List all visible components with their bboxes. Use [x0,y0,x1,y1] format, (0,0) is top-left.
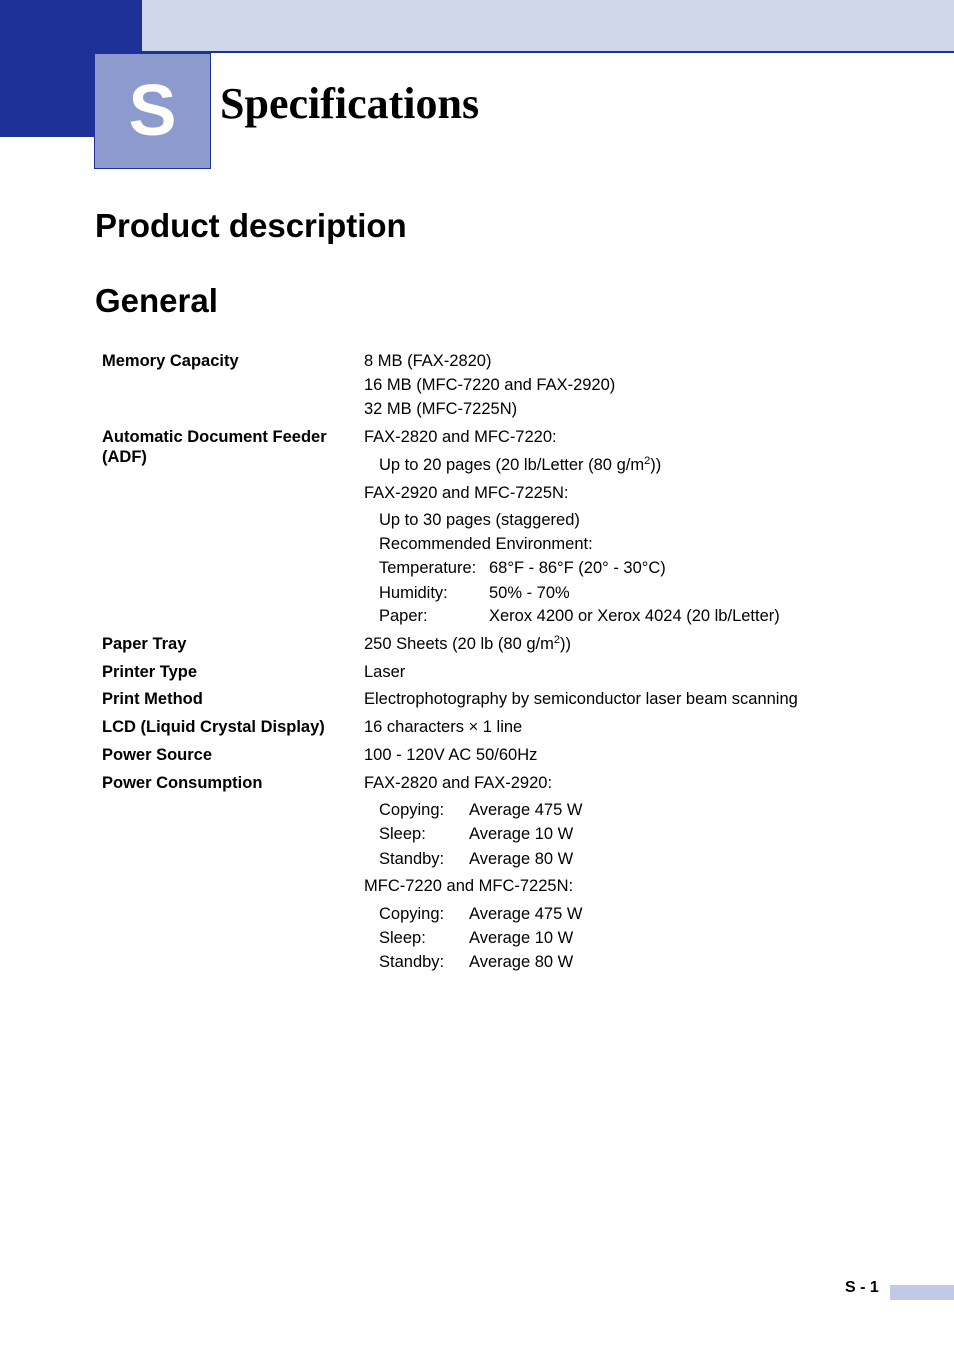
subsection-title: General [95,282,218,319]
power-value: Average 475 W [469,905,583,923]
spec-value: 8 MB (FAX-2820) [364,352,492,370]
spec-label: Printer Type [102,663,198,681]
superscript: 2 [553,634,560,646]
power-value: Average 80 W [469,953,574,971]
spec-value: Laser [364,663,406,681]
spec-value: FAX-2920 and MFC-7225N: [364,484,569,502]
spec-label-line: Automatic Document Feeder [102,428,327,446]
spec-label: Power Consumption [102,774,263,792]
spec-value [379,455,661,475]
spec-value: FAX-2820 and MFC-7220: [364,428,557,446]
env-key: Paper: [379,607,428,625]
chapter-title: Specifications [220,79,480,128]
spec-label: Paper Tray [102,635,187,653]
superscript: 2 [644,455,651,467]
page-number-bar [890,1285,954,1300]
page-number: S - 1 [845,1279,879,1296]
value-text: 250 Sheets (20 lb (80 g/m [364,635,554,653]
spec-value: 16 MB (MFC-7220 and FAX-2920) [364,376,616,394]
power-mode: Copying: [379,905,445,923]
env-value: 50% - 70% [489,584,570,602]
header-band [0,0,954,52]
power-mode: Sleep: [379,825,426,843]
power-mode: Standby: [379,953,445,971]
power-value: Average 80 W [469,850,574,868]
spec-value: FAX-2820 and FAX-2920: [364,774,553,792]
value-text: Up to 20 pages (20 lb/Letter (80 g/m [379,456,645,474]
spec-label: Power Source [102,746,213,764]
spec-value: Electrophotography by semiconductor laser beam scanning [364,690,798,708]
env-key: Temperature: [379,559,477,577]
spec-value: MFC-7220 and MFC-7225N: [364,877,574,895]
power-mode: Standby: [379,850,445,868]
chapter-letter: S [94,53,211,169]
env-value: 68°F - 86°F (20° - 30°C) [489,559,666,577]
power-mode: Copying: [379,801,445,819]
spec-value [364,634,571,654]
spec-value: Recommended Environment: [379,535,593,553]
power-value: Average 10 W [469,825,574,843]
value-text: )) [560,635,571,653]
times-symbol: × [468,718,479,736]
value-text: 1 line [478,718,523,736]
spec-value: 32 MB (MFC-7225N) [364,400,518,418]
value-text: 16 characters [364,718,469,736]
power-value: Average 10 W [469,929,574,947]
spec-label [102,427,352,467]
spec-value: 100 - 120V AC 50/60Hz [364,746,538,764]
value-text: )) [650,456,662,474]
spec-label: LCD (Liquid Crystal Display) [102,718,325,736]
spec-label-line: (ADF) [102,448,147,466]
spec-value [364,717,522,737]
spec-value: Up to 30 pages (staggered) [379,511,580,529]
env-value: Xerox 4200 or Xerox 4024 (20 lb/Letter) [489,607,780,625]
spec-label: Print Method [102,690,203,708]
power-mode: Sleep: [379,929,426,947]
section-title: Product description [95,207,407,244]
header-rule [142,51,954,53]
power-value: Average 475 W [469,801,583,819]
spec-label: Memory Capacity [102,352,239,370]
env-key: Humidity: [379,584,448,602]
